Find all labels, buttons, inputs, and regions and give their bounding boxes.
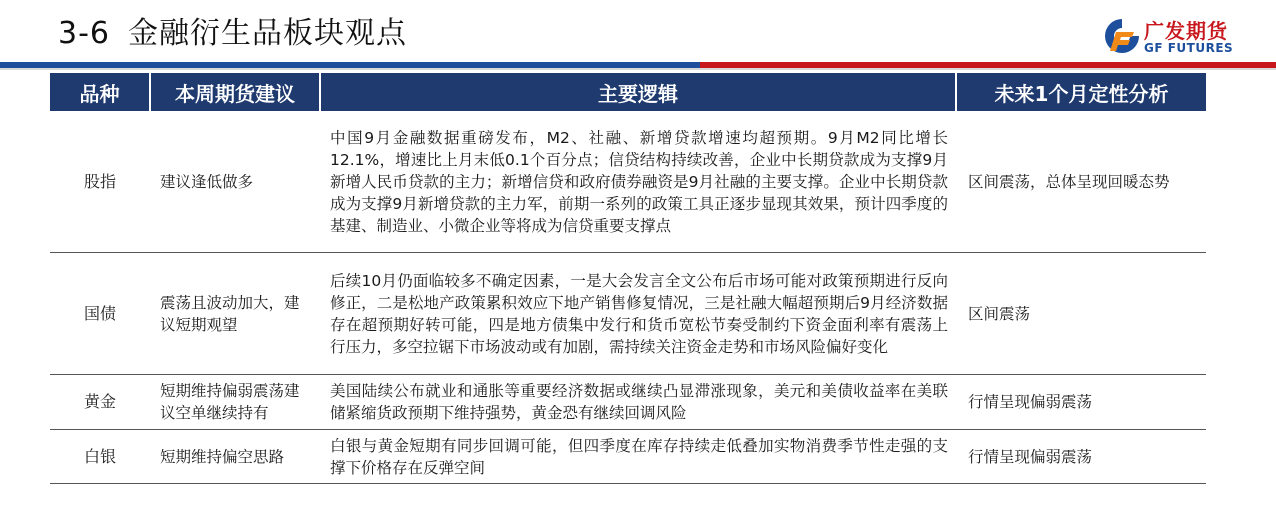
logo-text-en: GF FUTURES bbox=[1144, 41, 1234, 55]
cell-advice: 建议逢低做多 bbox=[150, 111, 320, 253]
section-number: 3-6 bbox=[58, 16, 110, 51]
cell-outlook: 区间震荡，总体呈现回暖态势 bbox=[956, 111, 1206, 253]
cell-variety: 股指 bbox=[50, 111, 150, 253]
cell-outlook: 行情呈现偏弱震荡 bbox=[956, 375, 1206, 430]
views-table bbox=[50, 73, 1206, 484]
cell-logic: 美国陆续公布就业和通胀等重要经济数据或继续凸显滞涨现象，美元和美债收益率在美联储紧缩货政预期下维持强势，黄金恐有继续回调风险 bbox=[320, 375, 956, 430]
header-divider-thin bbox=[0, 68, 1276, 70]
table-header-row bbox=[50, 73, 1206, 111]
cell-advice: 震荡且波动加大，建议短期观望 bbox=[150, 253, 320, 375]
table-row bbox=[50, 375, 1206, 430]
section-title: 金融衍生品板块观点 bbox=[128, 16, 407, 51]
table-row bbox=[50, 253, 1206, 375]
cell-logic: 后续10月仍面临较多不确定因素，一是大会发言全文公布后市场可能对政策预期进行反向修正，二是松地产政策累积效应下地产销售修复情况，三是社融大幅超预期后9月经济数据存在超预期好转可能，四是地方债集中发行和货币宽松节奏受制约下资金面利率有震荡上行压力，多空拉锯下市场波动或有加剧，需持续关注资金走势和市场风险偏好变化 bbox=[320, 253, 956, 375]
company-logo bbox=[1102, 14, 1262, 60]
cell-outlook: 区间震荡 bbox=[956, 253, 1206, 375]
col-header-advice: 本周期货建议 bbox=[150, 73, 320, 111]
logo-text-cn: 广发期货 bbox=[1144, 19, 1228, 43]
cell-advice: 短期维持偏空思路 bbox=[150, 430, 320, 484]
cell-variety: 国债 bbox=[50, 253, 150, 375]
cell-logic: 中国9月金融数据重磅发布，M2、社融、新增贷款增速均超预期。9月M2同比增长12.1%，增速比上月末低0.1个百分点；信贷结构持续改善，企业中长期贷款成为支撑9月新增人民币贷款的主力；新增信贷和政府债券融资是9月社融的主要支撑。企业中长期贷款成为支撑9月新增贷款的主力军，前期一系列的政策工具正逐步显现其效果，预计四季度的基建、制造业、小微企业等将成为信贷重要支撑点 bbox=[320, 111, 956, 253]
cell-variety: 黄金 bbox=[50, 375, 150, 430]
table-row bbox=[50, 111, 1206, 253]
cell-advice: 短期维持偏弱震荡建议空单继续持有 bbox=[150, 375, 320, 430]
cell-variety: 白银 bbox=[50, 430, 150, 484]
table-row bbox=[50, 430, 1206, 484]
col-header-variety: 品种 bbox=[50, 73, 150, 111]
col-header-logic: 主要逻辑 bbox=[320, 73, 956, 111]
page-title bbox=[58, 8, 407, 52]
col-header-outlook: 未来1个月定性分析 bbox=[956, 73, 1206, 111]
cell-logic: 白银与黄金短期有同步回调可能，但四季度在库存持续走低叠加实物消费季节性走强的支撑下价格存在反弹空间 bbox=[320, 430, 956, 484]
cell-outlook: 行情呈现偏弱震荡 bbox=[956, 430, 1206, 484]
gf-logo-icon bbox=[1102, 16, 1142, 56]
